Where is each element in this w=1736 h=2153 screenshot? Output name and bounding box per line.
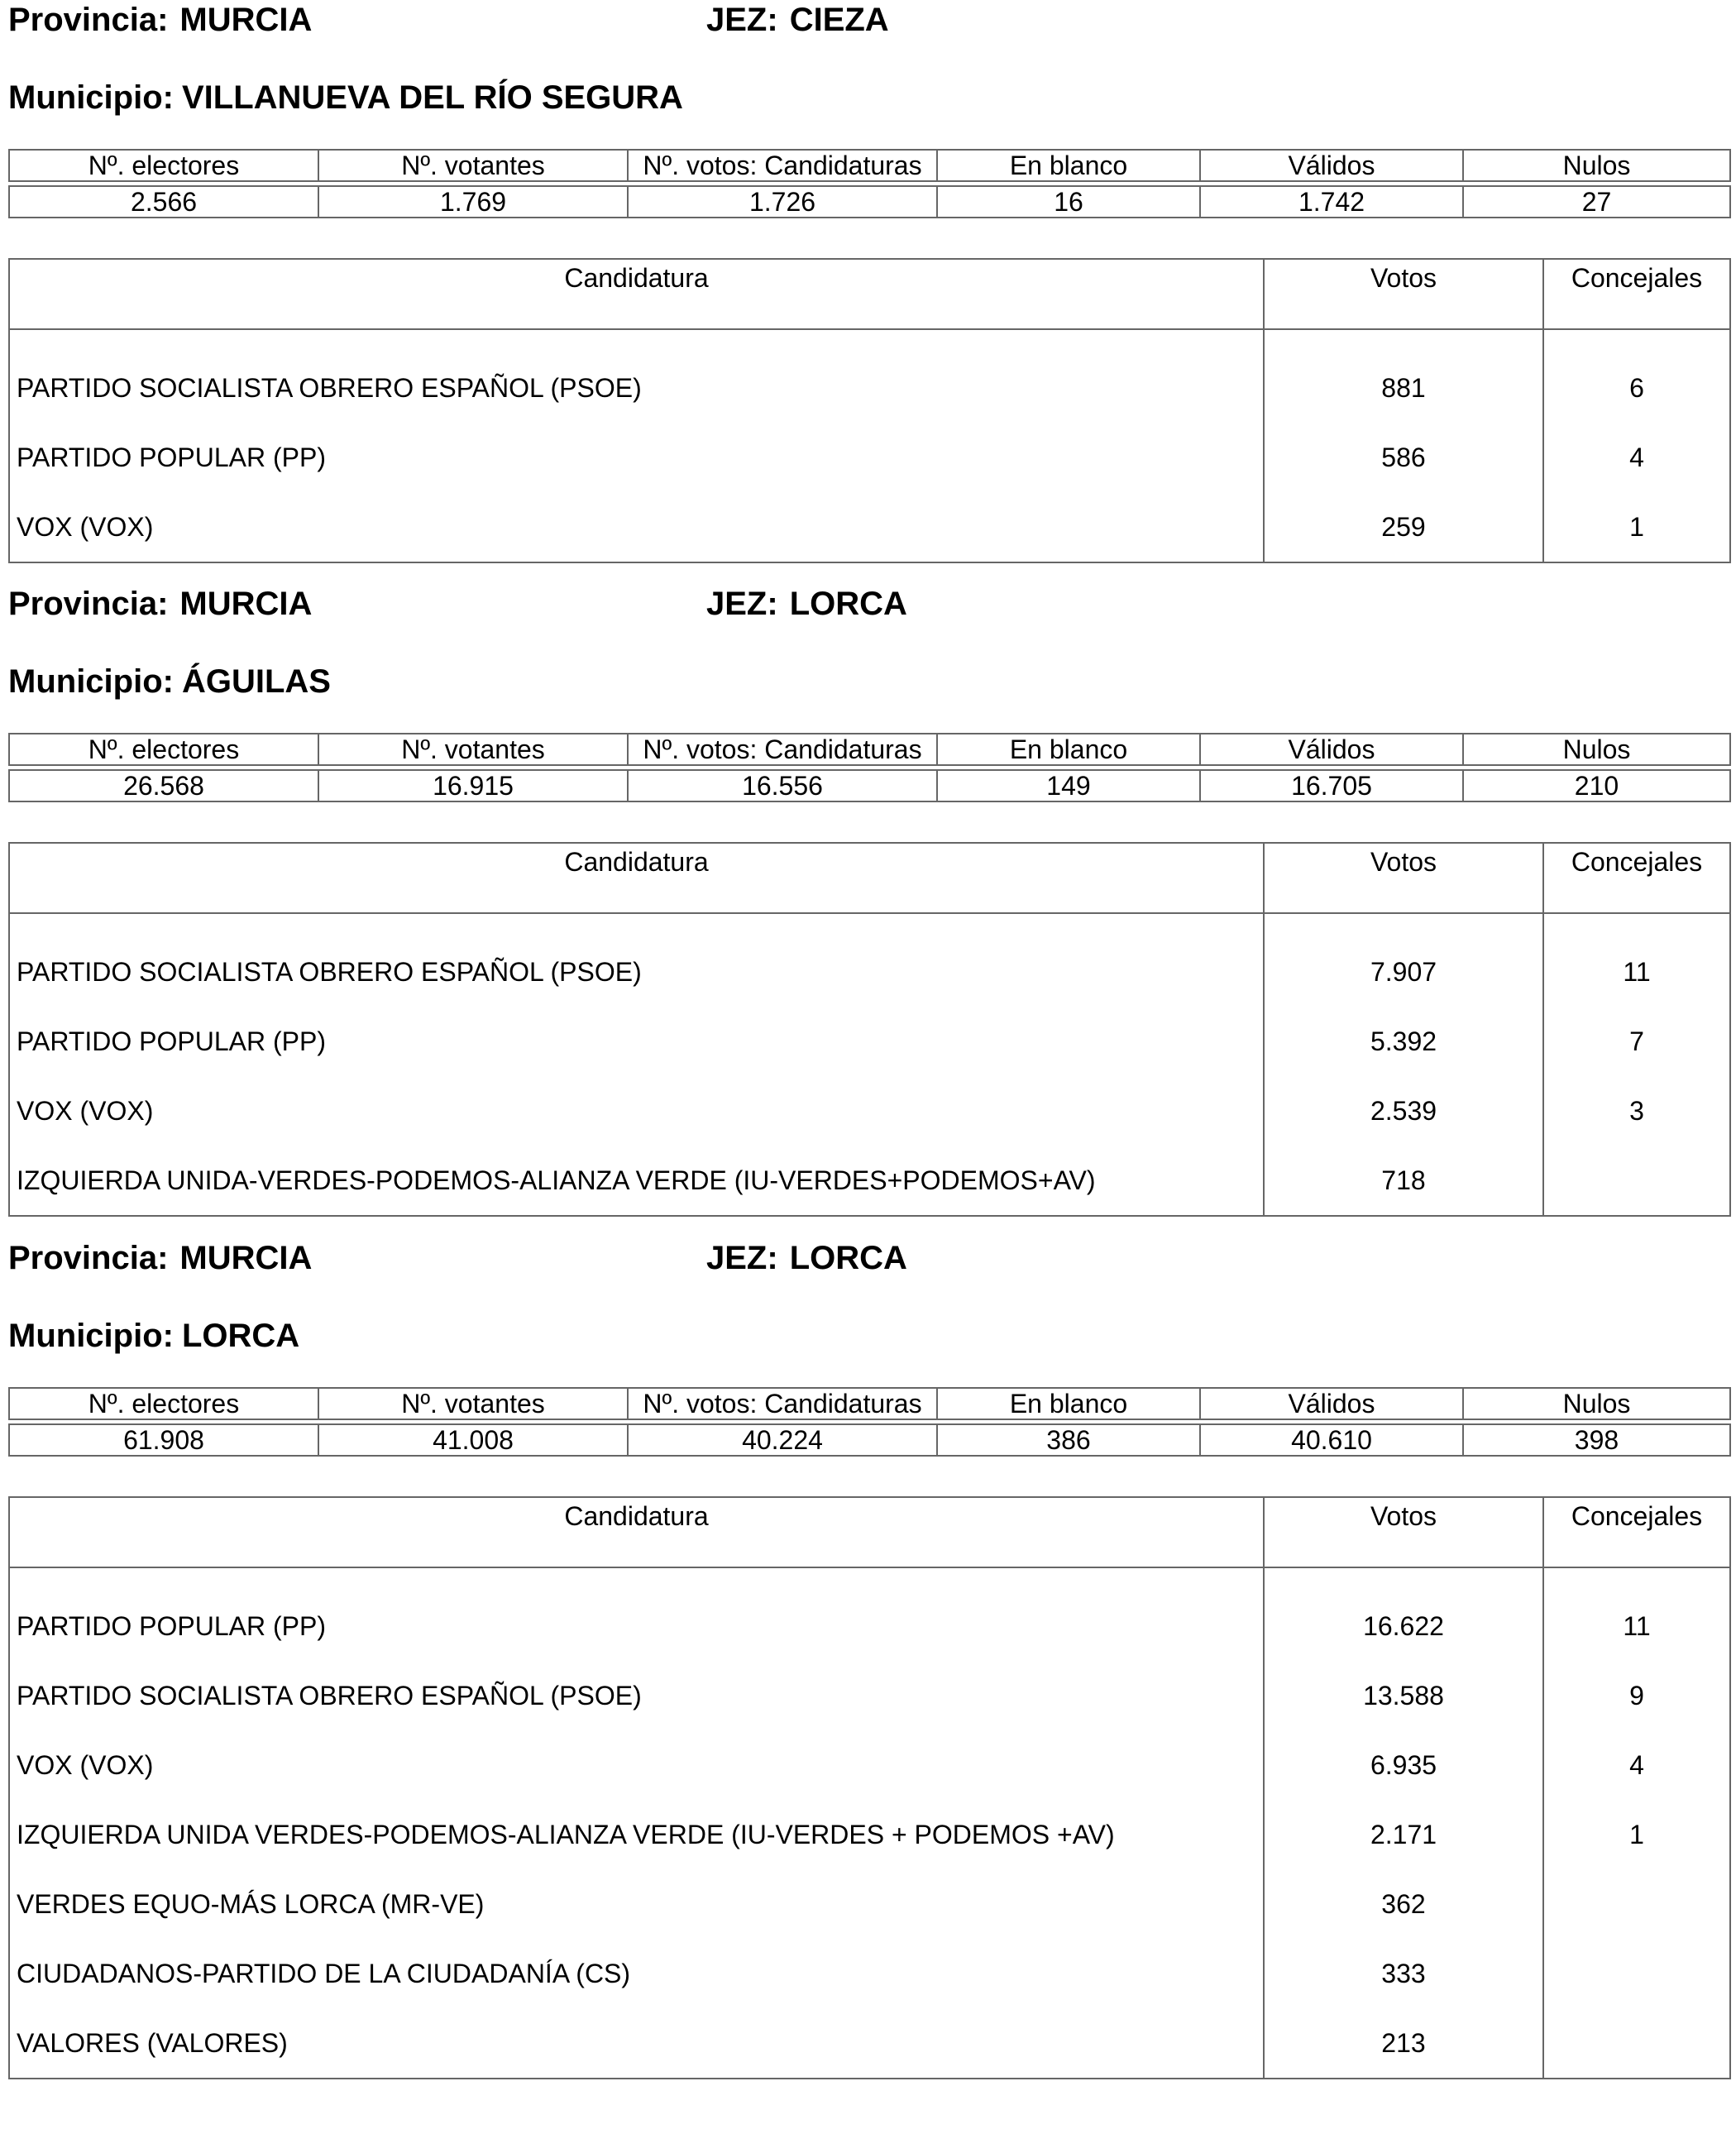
candidatura-concejales: 7 xyxy=(1543,1007,1730,1076)
candidatura-votos: 362 xyxy=(1264,1869,1543,1939)
stats-value-row xyxy=(9,186,1730,218)
stats-table xyxy=(8,1387,1731,1457)
stats-value: 16 xyxy=(937,186,1200,218)
municipio-heading: Municipio: VILLANUEVA DEL RÍO SEGURA xyxy=(8,79,683,116)
candidatura-name: PARTIDO SOCIALISTA OBRERO ESPAÑOL (PSOE) xyxy=(9,1661,1264,1730)
stats-value: 1.742 xyxy=(1200,186,1463,218)
candidatura-name: IZQUIERDA UNIDA VERDES-PODEMOS-ALIANZA VERDE (IU-VERDES + PODEMOS +AV) xyxy=(9,1800,1264,1869)
stats-table xyxy=(8,149,1731,218)
stats-value: 61.908 xyxy=(9,1424,318,1456)
table-row xyxy=(9,1567,1730,1661)
candidatura-concejales: 4 xyxy=(1543,1730,1730,1800)
table-row xyxy=(9,913,1730,1007)
stats-value: 16.556 xyxy=(628,770,937,801)
municipio-heading: Municipio: LORCA xyxy=(8,1318,300,1354)
candidaturas-header-row xyxy=(9,1497,1730,1567)
candidatura-name: PARTIDO POPULAR (PP) xyxy=(9,1567,1264,1661)
stats-header: En blanco xyxy=(937,1388,1200,1419)
candidatura-name: VALORES (VALORES) xyxy=(9,2008,1264,2079)
candidatura-name: VOX (VOX) xyxy=(9,1076,1264,1146)
stats-value: 16.915 xyxy=(318,770,628,801)
stats-header: En blanco xyxy=(937,734,1200,765)
candidatura-votos: 13.588 xyxy=(1264,1661,1543,1730)
stats-value-row xyxy=(9,770,1730,801)
stats-header: Nº. electores xyxy=(9,734,318,765)
provincia-heading: Provincia: MURCIA xyxy=(8,2,313,38)
candidatura-name: PARTIDO POPULAR (PP) xyxy=(9,1007,1264,1076)
stats-value: 149 xyxy=(937,770,1200,801)
stats-value: 41.008 xyxy=(318,1424,628,1456)
provincia-heading: Provincia: MURCIA xyxy=(8,586,313,622)
candidatura-concejales: 11 xyxy=(1543,913,1730,1007)
candidatura-name: PARTIDO SOCIALISTA OBRERO ESPAÑOL (PSOE) xyxy=(9,329,1264,423)
table-row xyxy=(9,492,1730,562)
candidatura-header: Candidatura xyxy=(9,843,1264,913)
candidatura-concejales: 9 xyxy=(1543,1661,1730,1730)
candidatura-name: PARTIDO POPULAR (PP) xyxy=(9,423,1264,492)
candidatura-votos: 259 xyxy=(1264,492,1543,562)
table-row xyxy=(9,1661,1730,1730)
stats-header: Nulos xyxy=(1463,150,1730,181)
candidatura-votos: 2.539 xyxy=(1264,1076,1543,1146)
candidatura-votos: 586 xyxy=(1264,423,1543,492)
candidatura-votos: 6.935 xyxy=(1264,1730,1543,1800)
table-row xyxy=(9,1730,1730,1800)
candidatura-votos: 333 xyxy=(1264,1939,1543,2008)
stats-header: Nº. votos: Candidaturas xyxy=(628,734,937,765)
candidaturas-header-row xyxy=(9,259,1730,329)
votos-header: Votos xyxy=(1264,259,1543,329)
candidatura-votos: 881 xyxy=(1264,329,1543,423)
candidatura-votos: 718 xyxy=(1264,1146,1543,1216)
stats-header: Nulos xyxy=(1463,1388,1730,1419)
table-row xyxy=(9,1869,1730,1939)
candidatura-name: IZQUIERDA UNIDA-VERDES-PODEMOS-ALIANZA VERDE (IU-VERDES+PODEMOS+AV) xyxy=(9,1146,1264,1216)
stats-header-row xyxy=(9,150,1730,181)
candidaturas-header-row xyxy=(9,843,1730,913)
stats-header: Válidos xyxy=(1200,1388,1463,1419)
candidatura-name: VOX (VOX) xyxy=(9,492,1264,562)
stats-value: 1.769 xyxy=(318,186,628,218)
candidatura-name: VERDES EQUO-MÁS LORCA (MR-VE) xyxy=(9,1869,1264,1939)
stats-value: 26.568 xyxy=(9,770,318,801)
stats-header: Nulos xyxy=(1463,734,1730,765)
concejales-header: Concejales xyxy=(1543,1497,1730,1567)
votos-header: Votos xyxy=(1264,1497,1543,1567)
stats-header: Nº. electores xyxy=(9,150,318,181)
provincia-heading: Provincia: MURCIA xyxy=(8,1240,313,1276)
stats-header: Nº. votantes xyxy=(318,1388,628,1419)
table-row xyxy=(9,2008,1730,2079)
candidatura-name: VOX (VOX) xyxy=(9,1730,1264,1800)
candidatura-header: Candidatura xyxy=(9,1497,1264,1567)
candidatura-concejales: 4 xyxy=(1543,423,1730,492)
stats-value: 398 xyxy=(1463,1424,1730,1456)
table-row xyxy=(9,329,1730,423)
candidaturas-table xyxy=(8,842,1731,1217)
municipio-heading: Municipio: ÁGUILAS xyxy=(8,663,331,700)
candidatura-name: CIUDADANOS-PARTIDO DE LA CIUDADANÍA (CS) xyxy=(9,1939,1264,2008)
candidatura-concejales: 11 xyxy=(1543,1567,1730,1661)
candidatura-votos: 7.907 xyxy=(1264,913,1543,1007)
candidatura-votos: 213 xyxy=(1264,2008,1543,2079)
candidatura-concejales xyxy=(1543,1939,1730,2008)
stats-value: 210 xyxy=(1463,770,1730,801)
stats-header-row xyxy=(9,734,1730,765)
stats-header: Nº. votos: Candidaturas xyxy=(628,1388,937,1419)
stats-value: 2.566 xyxy=(9,186,318,218)
stats-header: Nº. votantes xyxy=(318,150,628,181)
table-row xyxy=(9,1076,1730,1146)
candidatura-votos: 2.171 xyxy=(1264,1800,1543,1869)
concejales-header: Concejales xyxy=(1543,843,1730,913)
stats-header: Válidos xyxy=(1200,150,1463,181)
stats-value: 40.610 xyxy=(1200,1424,1463,1456)
stats-value: 27 xyxy=(1463,186,1730,218)
candidatura-concejales: 3 xyxy=(1543,1076,1730,1146)
stats-value: 40.224 xyxy=(628,1424,937,1456)
candidatura-votos: 5.392 xyxy=(1264,1007,1543,1076)
candidatura-votos: 16.622 xyxy=(1264,1567,1543,1661)
votos-header: Votos xyxy=(1264,843,1543,913)
stats-header: Nº. votos: Candidaturas xyxy=(628,150,937,181)
table-row xyxy=(9,1007,1730,1076)
candidatura-concejales: 6 xyxy=(1543,329,1730,423)
candidatura-concejales: 1 xyxy=(1543,492,1730,562)
stats-header: Nº. votantes xyxy=(318,734,628,765)
stats-value: 16.705 xyxy=(1200,770,1463,801)
stats-header: Válidos xyxy=(1200,734,1463,765)
jez-heading: JEZ: LORCA xyxy=(706,586,907,622)
candidaturas-table xyxy=(8,258,1731,563)
stats-header-row xyxy=(9,1388,1730,1419)
jez-heading: JEZ: LORCA xyxy=(706,1240,907,1276)
concejales-header: Concejales xyxy=(1543,259,1730,329)
stats-header: En blanco xyxy=(937,150,1200,181)
table-row xyxy=(9,423,1730,492)
candidaturas-table xyxy=(8,1496,1731,2079)
jez-heading: JEZ: CIEZA xyxy=(706,2,889,38)
candidatura-name: PARTIDO SOCIALISTA OBRERO ESPAÑOL (PSOE) xyxy=(9,913,1264,1007)
candidatura-concejales xyxy=(1543,2008,1730,2079)
candidatura-concejales xyxy=(1543,1869,1730,1939)
candidatura-concejales xyxy=(1543,1146,1730,1216)
stats-table xyxy=(8,733,1731,802)
candidatura-concejales: 1 xyxy=(1543,1800,1730,1869)
stats-header: Nº. electores xyxy=(9,1388,318,1419)
stats-value: 1.726 xyxy=(628,186,937,218)
stats-value: 386 xyxy=(937,1424,1200,1456)
table-row xyxy=(9,1939,1730,2008)
table-row xyxy=(9,1146,1730,1216)
candidatura-header: Candidatura xyxy=(9,259,1264,329)
table-row xyxy=(9,1800,1730,1869)
stats-value-row xyxy=(9,1424,1730,1456)
